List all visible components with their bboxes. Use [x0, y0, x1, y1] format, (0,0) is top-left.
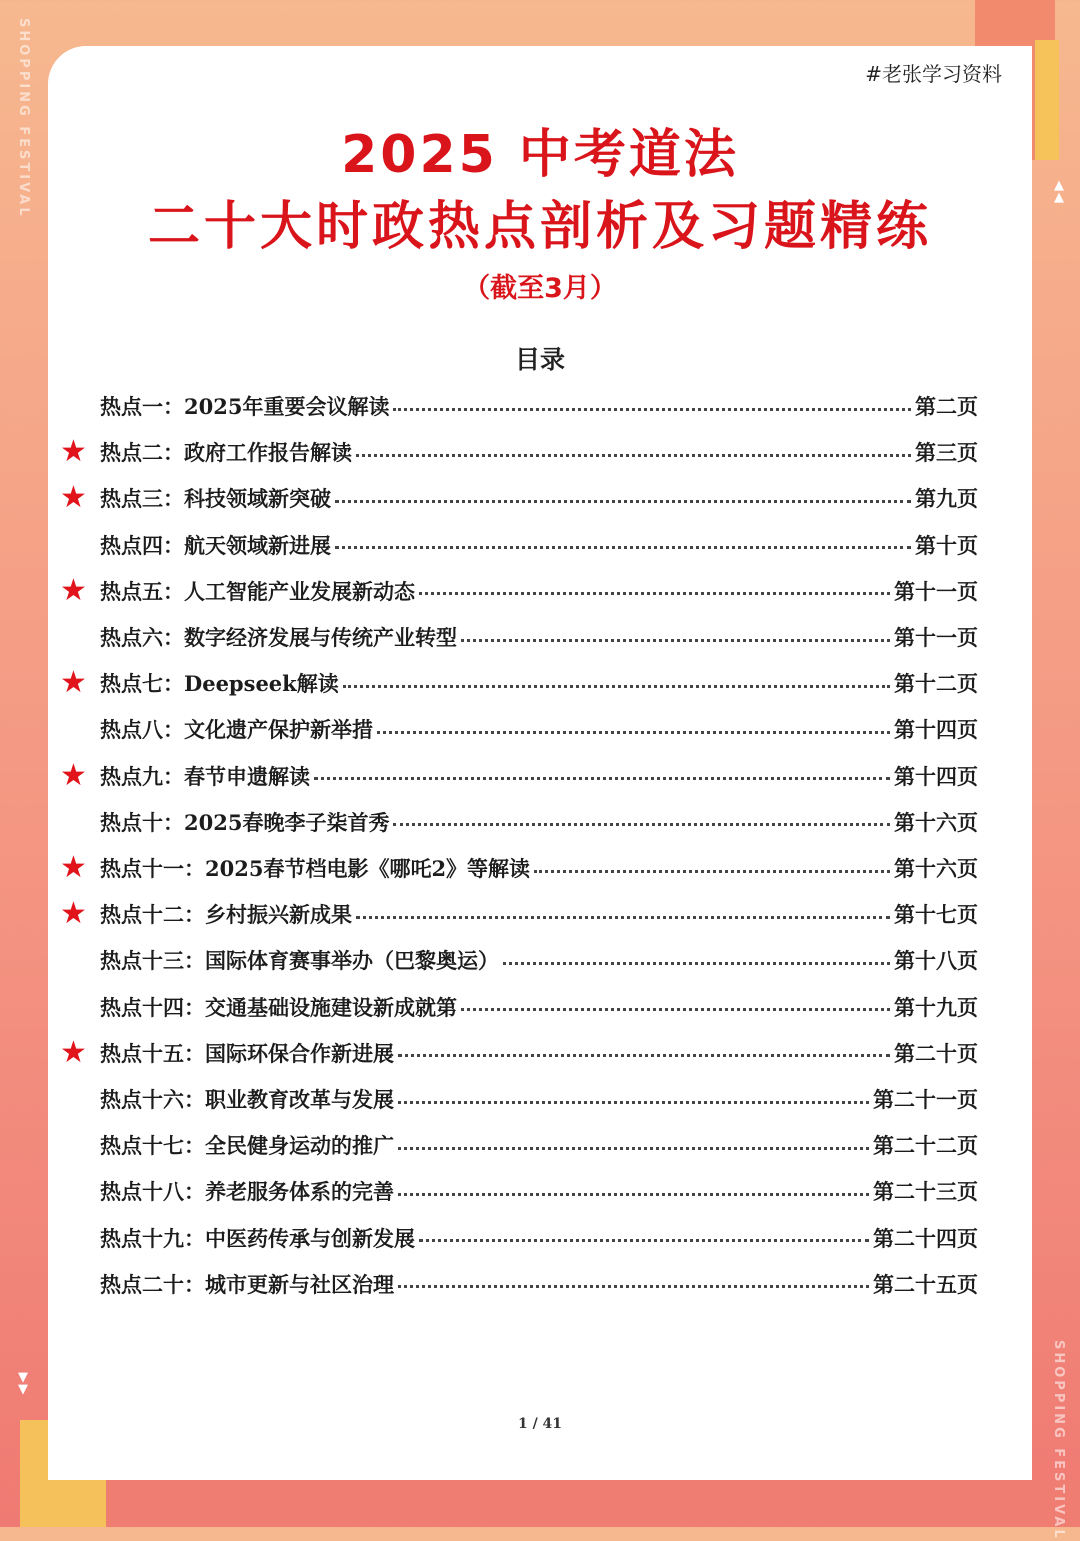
toc-item-label: 热点十七：全民健身运动的推广: [100, 1133, 394, 1159]
side-festival-text-right: SHOPPING FESTIVAL: [1051, 1340, 1066, 1541]
toc-item-label: 热点十六：职业教育改革与发展: [100, 1087, 394, 1112]
toc-item-label: 热点六：数字经济发展与传统产业转型: [100, 625, 457, 650]
toc-item-line: [100, 1125, 978, 1165]
toc-dot-leader: [534, 870, 890, 873]
toc-item-label: 热点十五：国际环保合作新进展: [100, 1040, 394, 1066]
watermark-tag: #老张学习资料: [865, 62, 1002, 86]
toc-item-label: 热点十一：2025春节档电影《哪吒2》等解读: [100, 856, 531, 881]
toc-item-page: 第二十五页: [873, 1271, 978, 1297]
toc-item-line: [100, 432, 978, 472]
toc-dot-leader: [419, 592, 890, 595]
corner-accent-top-stripe: [1035, 40, 1059, 160]
toc-item-line: [100, 1218, 978, 1258]
toc-item-line: [100, 617, 978, 657]
toc-item-page: 第二十页: [894, 1040, 978, 1066]
toc-item-label: 热点十八：养老服务体系的完善: [100, 1179, 394, 1205]
toc-item-page: 第十六页: [894, 809, 978, 835]
toc-item-label: 热点十九：中医药传承与创新发展: [100, 1225, 415, 1251]
star-icon: ★: [60, 665, 87, 701]
toc-item-line: [100, 386, 978, 426]
toc-item: [48, 894, 1032, 934]
toc-item-line: [100, 987, 978, 1027]
toc-item-label: 热点一：2025年重要会议解读: [100, 394, 390, 419]
toc-item-line: [100, 478, 978, 518]
toc-item-label: 热点八：文化遗产保护新举措: [100, 717, 373, 743]
toc-item-page: 第二十四页: [873, 1225, 978, 1251]
toc-item-page: 第十八页: [894, 948, 978, 974]
toc-item: [48, 617, 1032, 657]
toc-item-label: 热点十三：国际体育赛事举办（巴黎奥运）: [100, 948, 499, 974]
toc-item: [48, 571, 1032, 611]
toc-item-line: [100, 1033, 978, 1073]
toc-item-page: 第二十三页: [873, 1179, 978, 1205]
toc-dot-leader: [503, 962, 890, 965]
toc-item: [48, 1033, 1032, 1073]
star-icon: ★: [60, 480, 87, 516]
toc-item-label: 热点十二：乡村振兴新成果: [100, 902, 352, 928]
toc-item-label: 热点九：春节申遗解读: [100, 763, 310, 789]
toc-item: [48, 940, 1032, 980]
toc-item: [48, 525, 1032, 565]
toc-item: [48, 1171, 1032, 1211]
toc-item-line: [100, 571, 978, 611]
toc-dot-leader: [398, 1147, 869, 1150]
double-up-arrow-icon: ▲ ▲: [1054, 178, 1064, 205]
toc-item-line: [100, 663, 978, 703]
document-title-line1: 2025 中考道法: [341, 125, 739, 185]
toc-item-label: 热点二十：城市更新与社区治理: [100, 1271, 394, 1297]
toc-item-label: 热点十：2025春晚李子柒首秀: [100, 809, 390, 835]
toc-item-page: 第三页: [915, 440, 978, 466]
toc-item-page: 第十页: [915, 532, 978, 558]
document-page: [48, 46, 1032, 1480]
toc-item-page: 第二十一页: [873, 1087, 978, 1112]
toc-dot-leader: [356, 916, 890, 919]
toc-item: [48, 1125, 1032, 1165]
star-icon: ★: [60, 757, 87, 793]
toc-item-page: 第十一页: [894, 625, 978, 650]
toc-item-page: 第二十二页: [873, 1133, 978, 1159]
star-icon: ★: [60, 572, 87, 608]
toc-dot-leader: [343, 685, 890, 688]
toc-item-page: 第十二页: [894, 671, 978, 697]
toc-item-line: [100, 940, 978, 980]
toc-dot-leader: [335, 546, 911, 549]
toc-dot-leader: [398, 1193, 869, 1196]
toc-item: [48, 802, 1032, 842]
toc-item-page: 第十九页: [894, 994, 978, 1020]
toc-item: [48, 663, 1032, 703]
document-title-line2: 二十大时政热点剖析及习题精练: [147, 197, 932, 257]
toc-dot-leader: [393, 823, 890, 826]
toc-item: [48, 432, 1032, 472]
toc-dot-leader: [377, 731, 890, 734]
star-icon: ★: [60, 434, 87, 470]
toc-item-page: 第九页: [915, 486, 978, 512]
toc-item-page: 第十四页: [894, 763, 978, 789]
toc-dot-leader: [398, 1285, 869, 1288]
side-festival-text-left: SHOPPING FESTIVAL: [16, 18, 31, 219]
toc-item-page: 第二页: [915, 394, 978, 419]
toc-item: [48, 386, 1032, 426]
toc-dot-leader: [393, 408, 911, 411]
toc-item: [48, 987, 1032, 1027]
toc-item-page: 第十四页: [894, 717, 978, 743]
toc-item-line: [100, 1171, 978, 1211]
page-number: 1 / 41: [517, 1416, 563, 1432]
toc-item: [48, 848, 1032, 888]
toc-item-label: 热点十四：交通基础设施建设新成就第: [100, 994, 457, 1020]
toc-dot-leader: [461, 1008, 890, 1011]
toc-heading: 目录: [514, 345, 565, 374]
toc-item-line: [100, 848, 978, 888]
toc-item-line: [100, 894, 978, 934]
toc-dot-leader: [335, 500, 911, 503]
toc-item-label: 热点三：科技领域新突破: [100, 486, 331, 512]
toc-item-page: 第十六页: [894, 856, 978, 881]
toc-item: [48, 1218, 1032, 1258]
toc-item: [48, 709, 1032, 749]
toc-item-label: 热点五：人工智能产业发展新动态: [100, 578, 415, 604]
star-icon: ★: [60, 1034, 87, 1070]
toc-item-line: [100, 709, 978, 749]
toc-dot-leader: [314, 777, 890, 780]
toc-item: [48, 478, 1032, 518]
toc-item-page: 第十一页: [894, 578, 978, 604]
toc-dot-leader: [419, 1239, 869, 1242]
toc-item-line: [100, 525, 978, 565]
toc-item-page: 第十七页: [894, 902, 978, 928]
toc-item-label: 热点二：政府工作报告解读: [100, 440, 352, 466]
toc-item: [48, 1264, 1032, 1304]
double-down-arrow-icon: ▼ ▼: [18, 1370, 28, 1397]
toc-item-label: 热点七：Deepseek解读: [100, 671, 339, 697]
toc-item-line: [100, 802, 978, 842]
toc-dot-leader: [461, 639, 890, 642]
bottom-accent-bar: [106, 1480, 1080, 1527]
toc-item-label: 热点四：航天领域新进展: [100, 532, 331, 558]
toc-dot-leader: [356, 454, 911, 457]
toc-item-line: [100, 1264, 978, 1304]
toc-item-line: [100, 1079, 978, 1119]
star-icon: ★: [60, 896, 87, 932]
document-subtitle: （截至3月）: [463, 273, 617, 304]
star-icon: ★: [60, 850, 87, 885]
toc-item: [48, 756, 1032, 796]
toc-item: [48, 1079, 1032, 1119]
toc-dot-leader: [398, 1101, 869, 1104]
toc-item-line: [100, 756, 978, 796]
toc-dot-leader: [398, 1054, 890, 1057]
